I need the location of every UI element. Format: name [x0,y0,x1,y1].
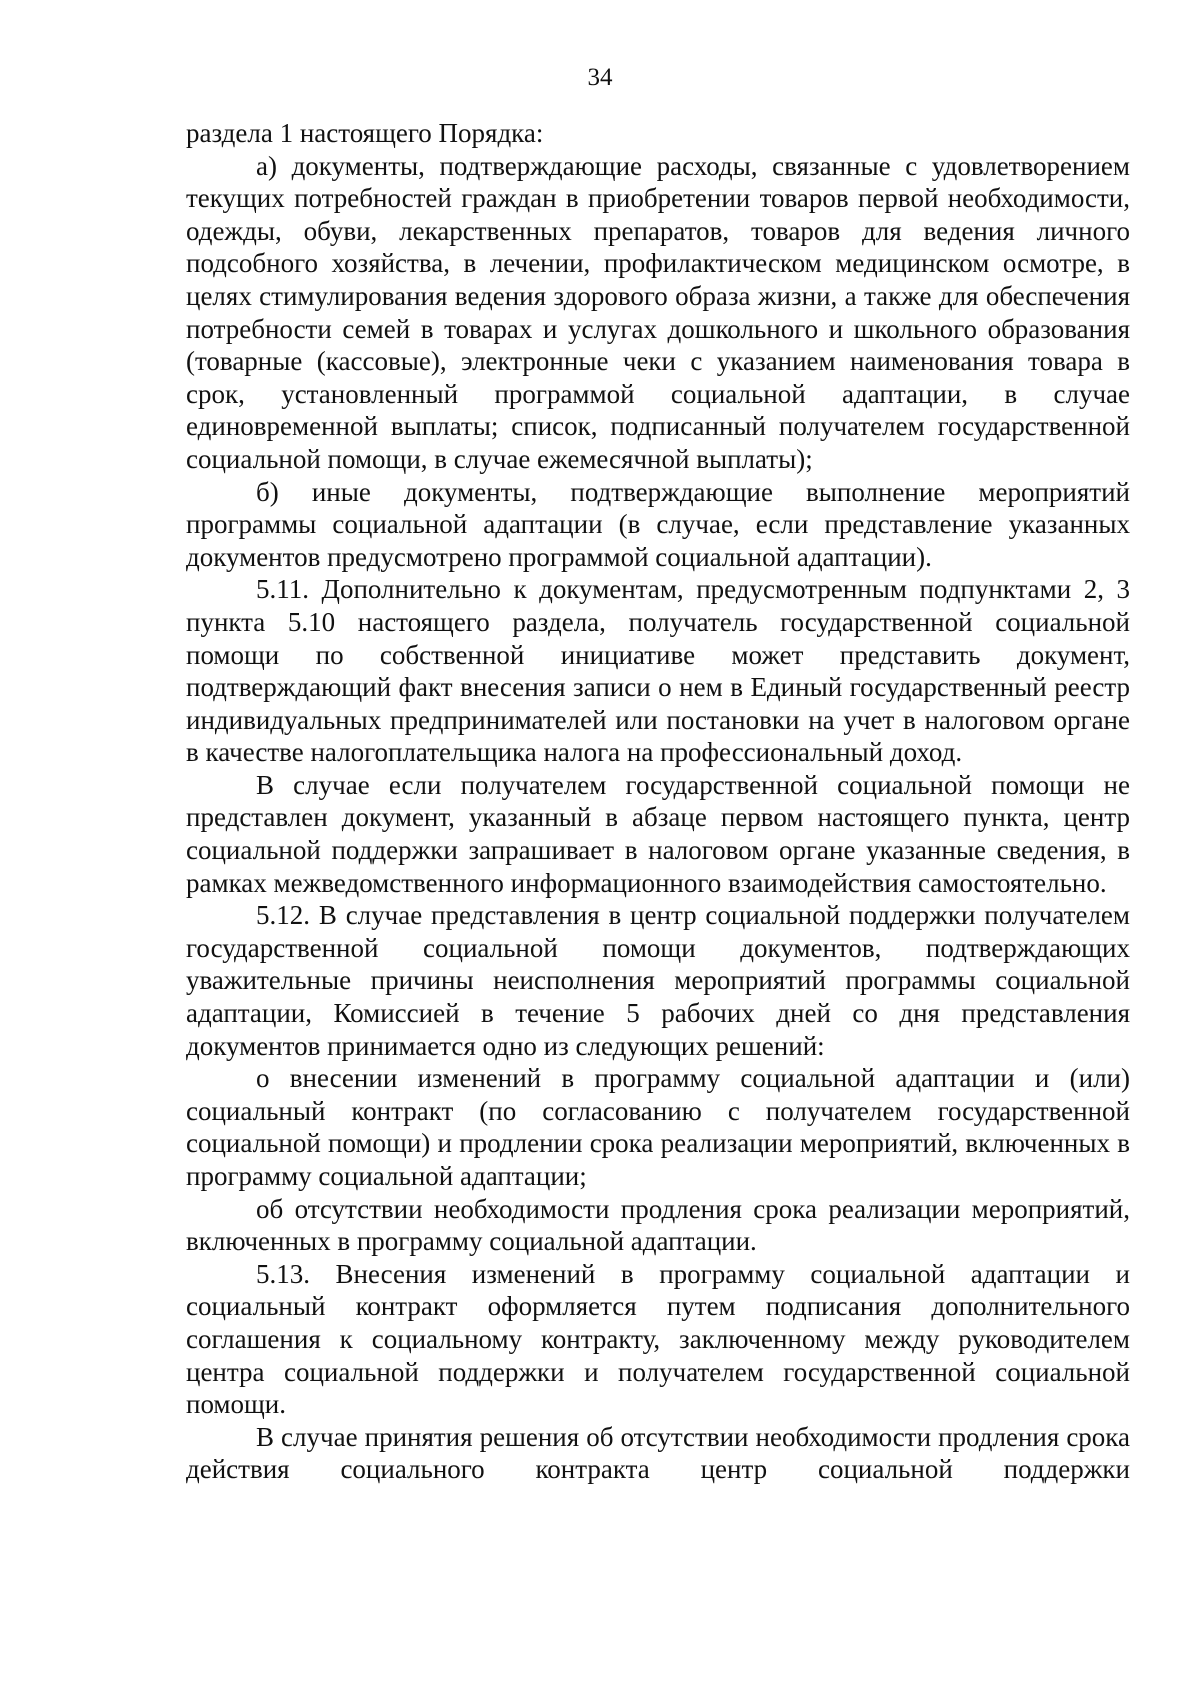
paragraph-5-13: 5.13. Внесения изменений в программу социальной адаптации и социальный контракт оформляется путем подписания дополнительного соглашения к социальному контракту, заключенному между руководителем центра социальной поддержки и получателем государственной социальной помощи. [186,1258,1130,1420]
paragraph-decision-no-extension: об отсутствии необходимости продления срока реализации мероприятий, включенных в программу социальной адаптации. [186,1193,1130,1257]
paragraph-decision-changes: о внесении изменений в программу социальной адаптации и (или) социальный контракт (по согласованию с получателем государственной социальной помощи) и продлении срока реализации мероприятий, включенных в программу социальной адаптации; [186,1063,1130,1191]
document-body [186,117,1130,1486]
paragraph-continuation: раздела 1 настоящего Порядка: [186,118,544,148]
page-number: 34 [587,64,613,91]
paragraph-5-11-second: В случае если получателем государственной социальной помощи не представлен документ, указанный в абзаце первом настоящего пункта, центр социальной поддержки запрашивает в налоговом органе указанные сведения, в рамках межведомственного информационного взаимодействия самостоятельно. [186,769,1130,898]
paragraph-5-12: 5.12. В случае представления в центр социальной поддержки получателем государственной социальной помощи документов, подтверждающих уважительные причины неисполнения мероприятий программы социальной адаптации, Комиссией в течение 5 рабочих дней со дня представления документов принимается одно из следующих решений: [186,900,1130,1061]
paragraph-5-11: 5.11. Дополнительно к документам, предусмотренным подпунктами 2, 3 пункта 5.10 настоящего раздела, получатель государственной социальной помощи по собственной инициативе может представить документ, подтверждающий факт внесения записи о нем в Единый государственный реестр индивидуальных предпринимателей или постановки на учет в налоговом органе в качестве налогоплательщика налога на профессиональный доход. [186,574,1130,768]
paragraph-item-b: б) иные документы, подтверждающие выполнение мероприятий программы социальной адаптации (в случае, если представление указанных документов предусмотрено программой социальной адаптации). [186,476,1130,572]
paragraph-5-13-second: В случае принятия решения об отсутствии необходимости продления срока действия социального контракта центр социальной поддержки [186,1421,1130,1485]
paragraph-item-a: а) документы, подтверждающие расходы, связанные с удовлетворением текущих потребностей граждан в приобретении товаров первой необходимости, одежды, обуви, лекарственных препаратов, товаров для ведения личного подсобного хозяйства, в лечении, профилактическом медицинском осмотре, в целях стимулирования ведения здорового образа жизни, а также для обеспечения потребности семей в товарах и услугах дошкольного и школьного образования (товарные (кассовые), электронные чеки с указанием наименования товара в срок, установленный программой социальной адаптации, в случае единовременной выплаты; список, подписанный получателем государственной социальной помощи, в случае ежемесячной выплаты); [186,150,1130,474]
